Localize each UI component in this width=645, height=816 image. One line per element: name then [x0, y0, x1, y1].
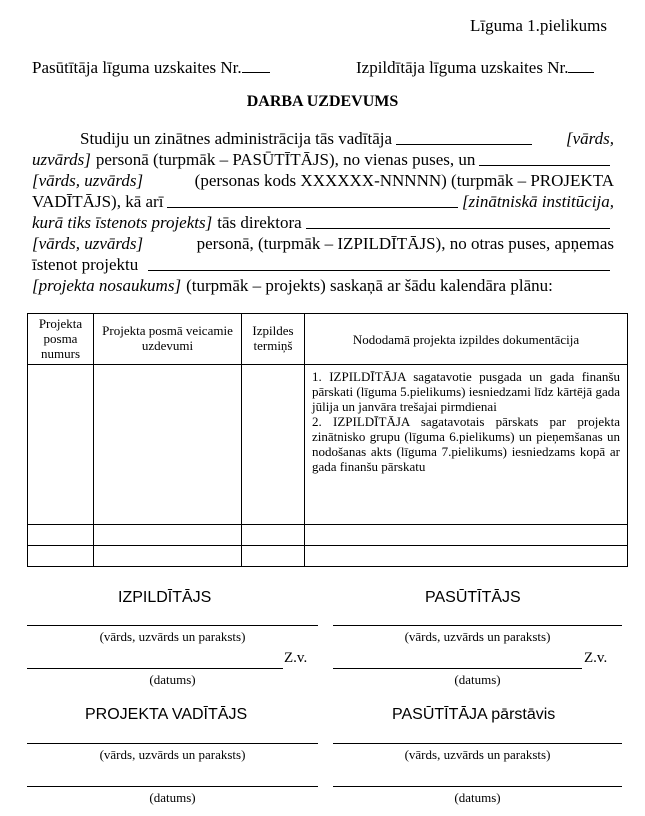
intro-line-7 [32, 254, 614, 275]
client-heading: PASŪTĪTĀJS [425, 589, 521, 606]
placeholder-institution: [zinātniskā institūcija, [461, 192, 614, 211]
contractor-registration-blank [568, 72, 594, 73]
intro-text: tās direktora [217, 213, 302, 232]
documentation-item-2: 2. IZPILDĪTĀJA sagatavotais pārskats par projekta zinātnisko grupu (līguma 6.pielikums) un pieņemšanas un nodošanas akts (līguma 7.pielikums) iesniedzams kopā ar gada finanšu pārskatu [312, 414, 620, 474]
intro-line-5 [32, 212, 614, 233]
project-lead-date-line [27, 786, 318, 787]
intro-text: personā, (turpmāk – IZPILDĪTĀJS), no otras puses, apņemas [196, 234, 614, 253]
calendar-plan-table [27, 313, 628, 567]
intro-text: (personas kods XXXXXX-NNNNN) (turpmāk – PROJEKTA [194, 171, 614, 190]
contractor-registration-label: Izpildītāja līguma uzskaites Nr. [356, 58, 569, 77]
header-documentation: Nododamā projekta izpildes dokumentācija [305, 314, 628, 365]
client-representative-signature-line [333, 743, 622, 744]
table-cell [28, 546, 94, 567]
appendix-label: Līguma 1.pielikums [470, 16, 607, 35]
manager-name-blank [396, 144, 532, 145]
table-cell [28, 525, 94, 546]
intro-text: personā (turpmāk – PASŪTĪTĀJS), no vienas puses, un [95, 150, 476, 169]
intro-paragraph [32, 128, 614, 296]
intro-line-2 [32, 149, 614, 170]
contractor-registration-number [356, 58, 594, 78]
header-stage-number: Projekta posma numurs [28, 314, 94, 365]
client-date-line [333, 668, 582, 669]
intro-line-3 [32, 170, 614, 191]
project-lead-date-caption: (datums) [149, 790, 196, 805]
table-cell [305, 525, 628, 546]
placeholder-name: [vārds, [565, 129, 614, 148]
project-title-blank [148, 270, 610, 271]
document-title: DARBA UZDEVUMS [246, 93, 399, 110]
client-registration-blank [242, 72, 270, 73]
table-cell [242, 365, 305, 525]
intro-text: īstenot projektu [32, 255, 139, 274]
contractor-name-sign-caption: (vārds, uzvārds un paraksts) [99, 629, 246, 644]
director-blank [306, 228, 610, 229]
placeholder-name-surname: [vārds, uzvārds] [32, 171, 144, 190]
placeholder-name-surname: [vārds, uzvārds] [32, 234, 144, 253]
intro-line-6 [32, 233, 614, 254]
table-row [28, 365, 628, 525]
intro-text: VADĪTĀJS), kā arī [32, 192, 164, 211]
client-seal-place: Z.v. [584, 650, 608, 666]
project-lead-signature-line [27, 743, 318, 744]
intro-text: Studiju un zinātnes administrācija tās vadītāja [80, 129, 393, 148]
table-row [28, 525, 628, 546]
client-signature-line [333, 625, 622, 626]
institution-blank [167, 207, 458, 208]
client-registration-label: Pasūtītāja līguma uzskaites Nr. [32, 58, 242, 77]
table-cell [94, 546, 242, 567]
client-representative-heading: PASŪTĪTĀJA pārstāvis [392, 706, 556, 723]
intro-line-8 [32, 275, 614, 296]
table-cell [94, 365, 242, 525]
documentation-item-1: 1. IZPILDĪTĀJA sagatavotie pusgada un gada finanšu pārskati (līguma 5.pielikums) iesniedzami līdz kārtējā gada jūlija un janvāra trešajai pirmdienai [312, 369, 620, 414]
contractor-date-caption: (datums) [149, 672, 196, 687]
client-representative-date-line [333, 786, 622, 787]
contractor-seal-place: Z.v. [284, 650, 308, 666]
client-name-sign-caption: (vārds, uzvārds un paraksts) [404, 629, 551, 644]
header-deadline: Izpildes termiņš [242, 314, 305, 365]
table-cell [242, 525, 305, 546]
table-row [28, 546, 628, 567]
project-lead-name-sign-caption: (vārds, uzvārds un paraksts) [99, 747, 246, 762]
placeholder-institution-cont: kurā tiks īstenots projekts] [32, 213, 213, 232]
table-header-row [28, 314, 628, 365]
client-representative-name-sign-caption: (vārds, uzvārds un paraksts) [404, 747, 551, 762]
table-cell [305, 546, 628, 567]
contractor-signature-line [27, 625, 318, 626]
placeholder-project-title: [projekta nosaukums] [32, 276, 182, 295]
intro-text: (turpmāk – projekts) saskaņā ar šādu kalendāra plānu: [186, 276, 553, 295]
client-date-caption: (datums) [454, 672, 501, 687]
intro-line-4 [32, 191, 614, 212]
intro-line-1 [32, 128, 614, 149]
project-lead-heading: PROJEKTA VADĪTĀJS [85, 706, 248, 723]
table-cell [242, 546, 305, 567]
documentation-cell [305, 365, 628, 525]
table-cell [94, 525, 242, 546]
contractor-date-line [27, 668, 283, 669]
contractor-heading: IZPILDĪTĀJS [118, 589, 212, 606]
header-stage-tasks: Projekta posmā veicamie uzdevumi [94, 314, 242, 365]
project-lead-blank [479, 165, 610, 166]
table-cell [28, 365, 94, 525]
client-registration-number [32, 58, 270, 78]
client-representative-date-caption: (datums) [454, 790, 501, 805]
placeholder-surname: uzvārds] [32, 150, 91, 169]
